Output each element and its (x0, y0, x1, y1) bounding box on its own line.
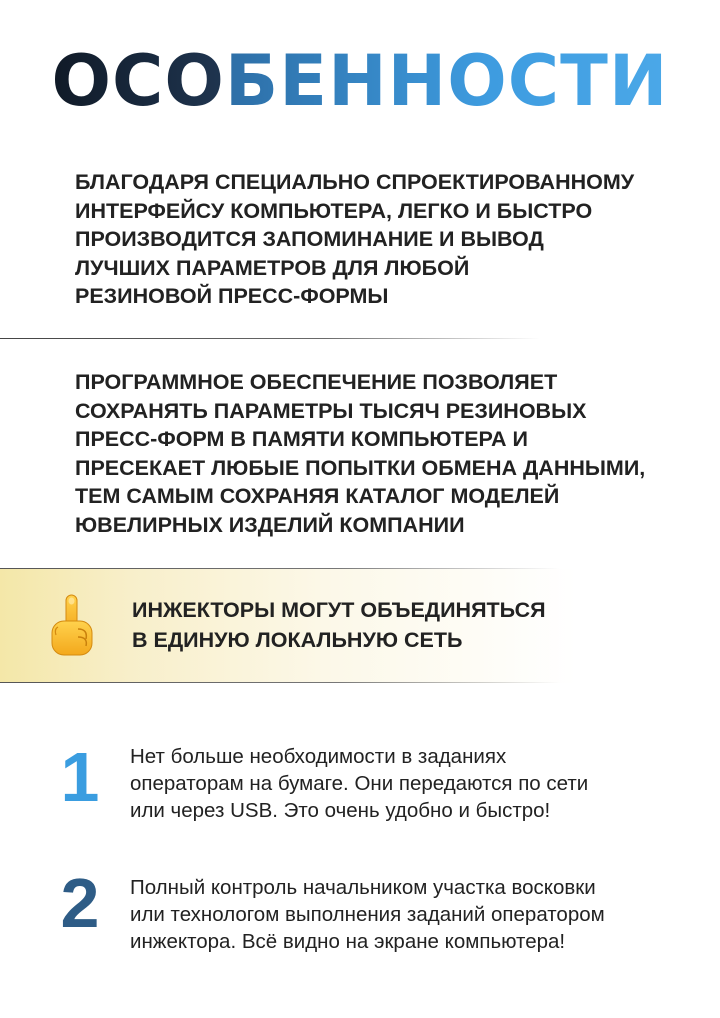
banner-bottom-rule (0, 682, 560, 683)
item-description (130, 743, 690, 824)
software-paragraph-line: ПРЕСЕКАЕТ ЛЮБЫЕ ПОПЫТКИ ОБМЕНА ДАННЫМИ, (75, 455, 646, 480)
software-paragraph-line: ПРЕСС-ФОРМ В ПАМЯТИ КОМПЬЮТЕРА И (75, 427, 528, 451)
software-paragraph-line: ЮВЕЛИРНЫХ ИЗДЕЛИЙ КОМПАНИИ (75, 512, 465, 537)
banner-text (132, 595, 546, 655)
item-description (130, 874, 690, 955)
software-paragraph-line: ТЕМ САМЫМ СОХРАНЯЯ КАТАЛОГ МОДЕЛЕЙ (75, 484, 560, 508)
intro-paragraph (75, 168, 685, 311)
item-description-line: операторам на бумаге. Они передаются по сети (130, 772, 589, 795)
software-paragraph-line: СОХРАНЯТЬ ПАРАМЕТРЫ ТЫСЯЧ РЕЗИНОВЫХ (75, 398, 587, 423)
page-title (0, 36, 720, 126)
item-number: 2 (60, 864, 100, 942)
banner-text-line: В ЕДИНУЮ ЛОКАЛЬНУЮ СЕТЬ (132, 628, 463, 652)
section-divider (0, 338, 540, 339)
pointing-up-hand-icon (44, 593, 100, 659)
item-description-line: Нет больше необходимости в заданиях (130, 745, 507, 768)
item-description-line: или через USB. Это очень удобно и быстро! (130, 799, 551, 822)
banner-top-rule (0, 568, 560, 569)
item-number: 1 (60, 738, 100, 816)
banner-text-line: ИНЖЕКТОРЫ МОГУТ ОБЪЕДИНЯТЬСЯ (132, 598, 546, 622)
intro-paragraph-line: БЛАГОДАРЯ СПЕЦИАЛЬНО СПРОЕКТИРОВАННОМУ (75, 170, 635, 194)
item-description-line: Полный контроль начальником участка восковки (130, 876, 596, 899)
network-highlight-banner (0, 569, 720, 683)
page-title-part-dark: ОСО (51, 40, 225, 122)
item-description-line: или технологом выполнения заданий оператором (130, 903, 605, 926)
intro-paragraph-line: ПРОИЗВОДИТСЯ ЗАПОМИНАНИЕ И ВЫВОД (75, 227, 544, 251)
intro-paragraph-line: ИНТЕРФЕЙСУ КОМПЬЮТЕРА, ЛЕГКО И БЫСТРО (75, 198, 593, 223)
software-paragraph (75, 368, 685, 539)
intro-paragraph-line: РЕЗИНОВОЙ ПРЕСС-ФОРМЫ (75, 284, 389, 308)
page-title-part-blue: БЕННОСТИ (224, 40, 669, 122)
software-paragraph-line: ПРОГРАММНОЕ ОБЕСПЕЧЕНИЕ ПОЗВОЛЯЕТ (75, 370, 558, 394)
intro-paragraph-line: ЛУЧШИХ ПАРАМЕТРОВ ДЛЯ ЛЮБОЙ (75, 255, 470, 280)
item-description-line: инжектора. Всё видно на экране компьютера! (130, 930, 566, 953)
